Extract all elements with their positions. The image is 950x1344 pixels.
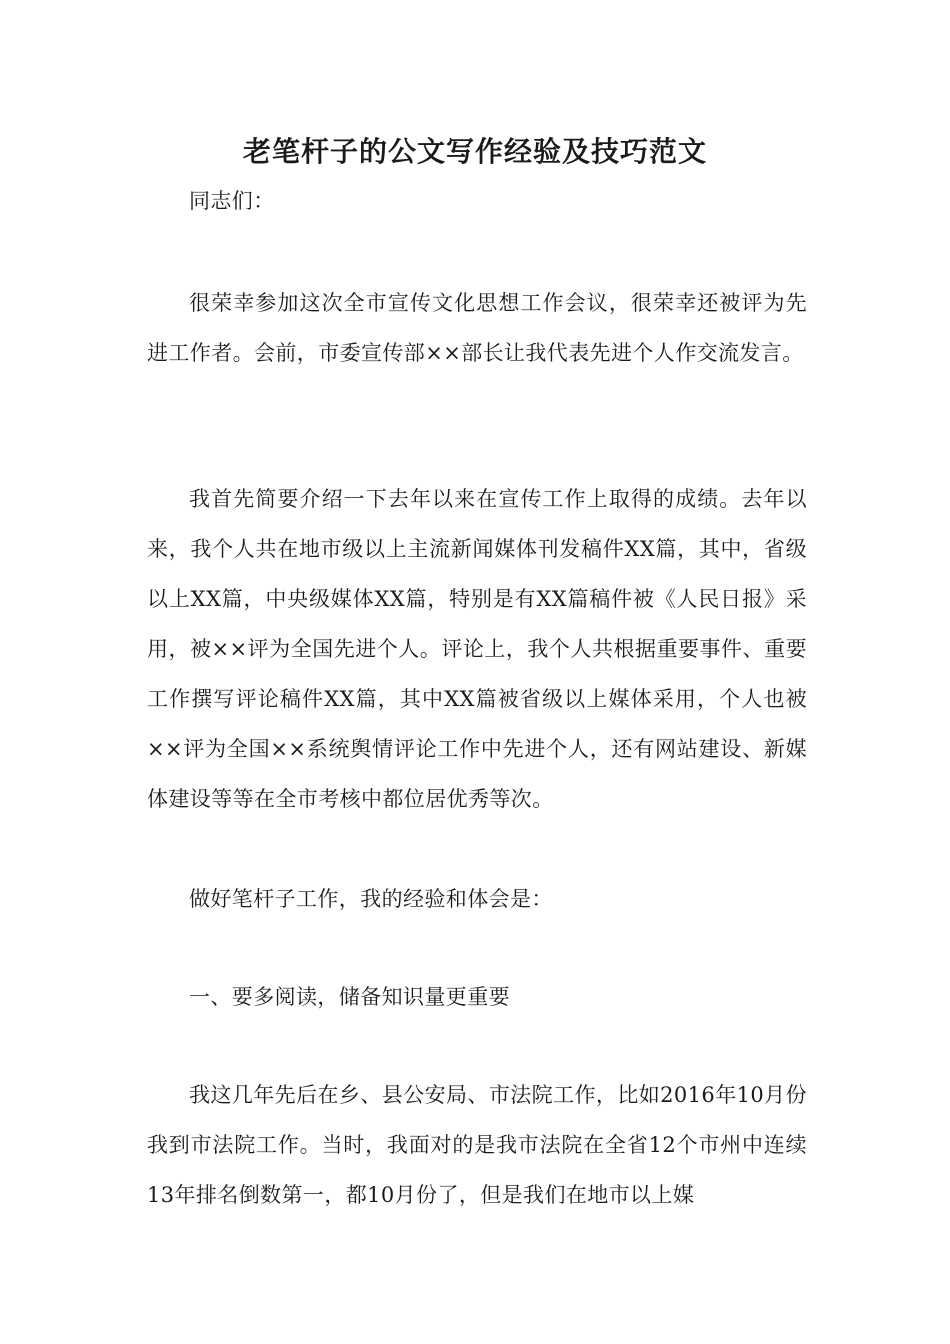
document-title: 老笔杆子的公文写作经验及技巧范文 — [242, 135, 707, 168]
paragraph-intro: 很荣幸参加这次全市宣传文化思想工作会议，很荣幸还被评为先进工作者。会前，市委宣传部××部长让我代表先进个人作交流发言。 — [147, 291, 807, 365]
paragraph-experience-lead: 做好笔杆子工作，我的经验和体会是： — [189, 887, 553, 911]
paragraph-section-1: 我这几年先后在乡、县公安局、市法院工作，比如2016年10月份我到市法院工作。当时，我面对的是我市法院在全省12个市州中连续13年排名倒数第一，都10月份了，但是我们在地市以上媒 — [147, 1083, 807, 1207]
salutation: 同志们： — [189, 189, 275, 213]
section-heading-1: 一、要多阅读，储备知识量更重要 — [189, 985, 510, 1009]
paragraph-achievements: 我首先简要介绍一下去年以来在宣传工作上取得的成绩。去年以来，我个人共在地市级以上主流新闻媒体刊发稿件XX篇，其中，省级以上XX篇，中央级媒体XX篇，特别是有XX篇稿件被《人民日报》采用，被××评为全国先进个人。评论上，我个人共根据重要事件、重要工作撰写评论稿件XX篇，其中XX篇被省级以上媒体采用，个人也被××评为全国××系统舆情评论工作中先进个人，还有网站建设、新媒体建设等等在全市考核中都位居优秀等次。 — [147, 487, 807, 811]
